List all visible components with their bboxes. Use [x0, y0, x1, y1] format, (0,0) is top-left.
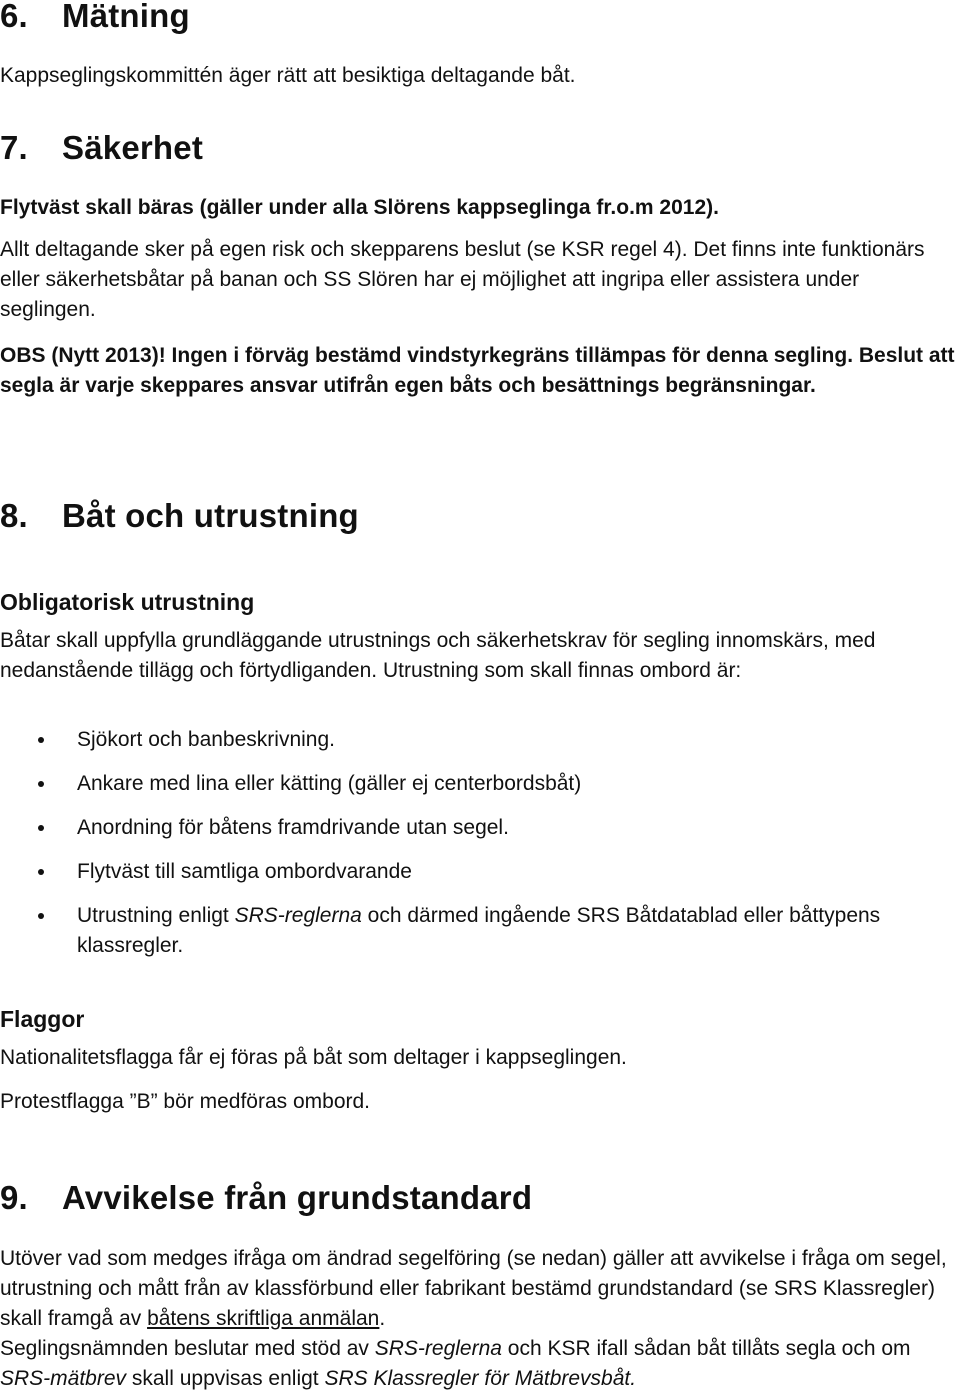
section-8-intro: Båtar skall uppfylla grundläggande utrustnings och säkerhetskrav för segling innomskärs, med nedanstående tillägg och förtydliganden. Utrustning som skall finnas ombord är:	[0, 629, 876, 682]
section-number: 6.	[0, 0, 28, 34]
srs-reglerna-reference: SRS-reglerna	[234, 904, 362, 927]
srs-matbrev-reference: SRS-mätbrev	[0, 1367, 127, 1390]
section-7-heading	[0, 129, 203, 167]
bullet-icon	[38, 781, 44, 787]
subheading-flaggor: Flaggor	[0, 1006, 85, 1032]
list-item-text-before: Utrustning enligt	[77, 904, 235, 927]
bullet-icon	[38, 825, 44, 831]
list-item	[0, 857, 958, 887]
section-6-body: Kappseglingskommittén äger rätt att besiktiga deltagande båt.	[0, 64, 576, 87]
period: .	[379, 1307, 386, 1330]
section-9-p1: Utöver vad som medges ifråga om ändrad segelföring (se nedan) gäller att avvikelse i fråga om segel, utrustning och mått från av klassförbund eller fabrikant bestämd grundstandard (se SRS Klassregler) skall framgå av	[0, 1247, 947, 1330]
equipment-list	[0, 725, 958, 975]
list-item	[0, 769, 958, 799]
bullet-icon	[38, 737, 44, 743]
section-number: 9.	[0, 1179, 28, 1216]
flags-line-1: Nationalitetsflagga får ej föras på båt som deltager i kappseglingen.	[0, 1046, 627, 1069]
subheading-obligatorisk-utrustning: Obligatorisk utrustning	[0, 589, 255, 615]
bullet-icon	[38, 913, 44, 919]
section-7-obs: OBS (Nytt 2013)! Ingen i förväg bestämd vindstyrkegräns tillämpas för denna segling. Beslut att segla är varje skeppares ansvar utifrån egen båts och besättnings begränsningar.	[0, 344, 955, 397]
section-number: 8.	[0, 497, 28, 534]
list-item	[0, 813, 958, 843]
list-item-text: Ankare med lina eller kätting (gäller ej centerbordsbåt)	[77, 772, 582, 795]
section-title: Mätning	[62, 0, 190, 34]
list-item-text-after: och därmed ingående SRS Båtdatablad eller båttypens klassregler.	[77, 904, 881, 957]
srs-reglerna-reference: SRS-reglerna	[374, 1337, 502, 1360]
section-number: 7.	[0, 129, 28, 166]
list-item	[0, 725, 958, 755]
section-7-body: Allt deltagande sker på egen risk och skepparens beslut (se KSR regel 4). Det finns inte funktionärs eller säkerhetsbåtar på banan och SS Slören har ej möjlighet att ingripa eller assistera under seglingen.	[0, 238, 925, 321]
list-item-text: Sjökort och banbeskrivning.	[77, 728, 335, 751]
skriftliga-anmalan-link[interactable]: båtens skriftliga anmälan	[147, 1307, 380, 1330]
flags-line-2: Protestflagga ”B” bör medföras ombord.	[0, 1090, 371, 1113]
section-6-heading	[0, 0, 190, 35]
bullet-icon	[38, 869, 44, 875]
section-9-body	[0, 1244, 958, 1394]
list-item-text: Anordning för båtens framdrivande utan segel.	[77, 816, 509, 839]
section-9-p2b: och KSR ifall sådan båt tillåts segla och om	[501, 1337, 911, 1360]
section-9-heading	[0, 1179, 532, 1217]
list-item-text: Flytväst till samtliga ombordvarande	[77, 860, 412, 883]
section-9-p2a: Seglingsnämnden beslutar med stöd av	[0, 1337, 375, 1360]
srs-klassregler-reference: SRS Klassregler för Mätbrevsbåt.	[324, 1367, 637, 1390]
section-7-bold-line: Flytväst skall bäras (gäller under alla Slörens kappseglinga fr.o.m 2012).	[0, 196, 719, 219]
section-title: Båt och utrustning	[62, 497, 359, 534]
section-8-heading	[0, 497, 359, 535]
section-9-p2c: skall uppvisas enligt	[126, 1367, 325, 1390]
section-title: Avvikelse från grundstandard	[62, 1179, 533, 1216]
list-item	[0, 901, 958, 961]
section-title: Säkerhet	[62, 129, 204, 166]
